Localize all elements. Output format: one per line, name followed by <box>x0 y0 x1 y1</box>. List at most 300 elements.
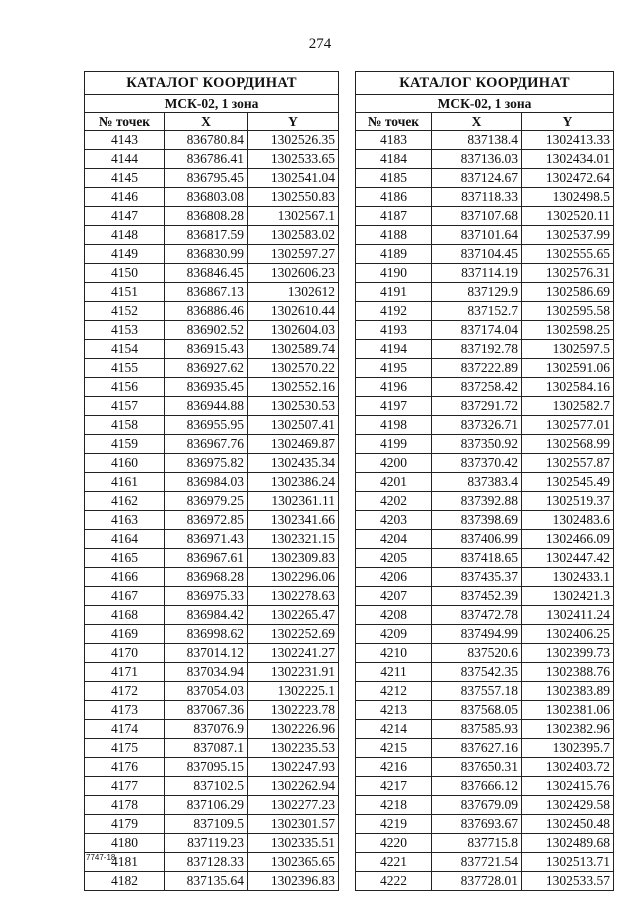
x-coordinate-cell: 837383.4 <box>432 473 522 492</box>
point-number-cell: 4144 <box>85 150 165 169</box>
point-number-cell: 4166 <box>85 568 165 587</box>
x-coordinate-cell: 836972.85 <box>165 511 248 530</box>
table-row <box>85 492 339 511</box>
x-coordinate-cell: 836927.62 <box>165 359 248 378</box>
table-row <box>85 283 339 302</box>
point-number-cell: 4187 <box>356 207 432 226</box>
x-coordinate-cell: 836975.33 <box>165 587 248 606</box>
x-coordinate-cell: 836971.43 <box>165 530 248 549</box>
y-coordinate-cell: 1302584.16 <box>522 378 614 397</box>
y-coordinate-cell: 1302435.34 <box>248 454 339 473</box>
table-row <box>356 150 614 169</box>
table-row <box>356 321 614 340</box>
point-number-cell: 4170 <box>85 644 165 663</box>
y-coordinate-cell: 1302396.83 <box>248 872 339 891</box>
x-coordinate-cell: 837135.64 <box>165 872 248 891</box>
y-coordinate-cell: 1302413.33 <box>522 131 614 150</box>
y-coordinate-cell: 1302555.65 <box>522 245 614 264</box>
x-coordinate-cell: 837067.36 <box>165 701 248 720</box>
table-row <box>85 644 339 663</box>
table-row <box>356 435 614 454</box>
y-coordinate-cell: 1302507.41 <box>248 416 339 435</box>
y-coordinate-cell: 1302567.1 <box>248 207 339 226</box>
table-row <box>85 359 339 378</box>
y-coordinate-cell: 1302526.35 <box>248 131 339 150</box>
y-coordinate-cell: 1302382.96 <box>522 720 614 739</box>
x-coordinate-cell: 837291.72 <box>432 397 522 416</box>
table-row <box>356 663 614 682</box>
point-number-cell: 4157 <box>85 397 165 416</box>
y-coordinate-cell: 1302361.11 <box>248 492 339 511</box>
table-row <box>356 302 614 321</box>
y-coordinate-cell: 1302395.7 <box>522 739 614 758</box>
point-number-cell: 4222 <box>356 872 432 891</box>
point-number-cell: 4191 <box>356 283 432 302</box>
table-row <box>356 511 614 530</box>
point-number-cell: 4216 <box>356 758 432 777</box>
table-row <box>85 777 339 796</box>
coordinate-catalog-right <box>355 71 614 891</box>
y-coordinate-cell: 1302335.51 <box>248 834 339 853</box>
x-coordinate-cell: 836795.45 <box>165 169 248 188</box>
y-coordinate-cell: 1302498.5 <box>522 188 614 207</box>
y-coordinate-cell: 1302321.15 <box>248 530 339 549</box>
x-coordinate-cell: 837542.35 <box>432 663 522 682</box>
table-row <box>85 207 339 226</box>
point-number-cell: 4214 <box>356 720 432 739</box>
y-coordinate-cell: 1302429.58 <box>522 796 614 815</box>
table-row <box>356 720 614 739</box>
y-coordinate-cell: 1302399.73 <box>522 644 614 663</box>
point-number-cell: 4190 <box>356 264 432 283</box>
y-coordinate-cell: 1302421.3 <box>522 587 614 606</box>
x-coordinate-cell: 837106.29 <box>165 796 248 815</box>
table-row <box>356 644 614 663</box>
point-number-cell: 4153 <box>85 321 165 340</box>
x-coordinate-cell: 837392.88 <box>432 492 522 511</box>
x-coordinate-cell: 836967.61 <box>165 549 248 568</box>
point-number-cell: 4161 <box>85 473 165 492</box>
x-coordinate-cell: 837034.94 <box>165 663 248 682</box>
y-coordinate-cell: 1302541.04 <box>248 169 339 188</box>
y-coordinate-cell: 1302606.23 <box>248 264 339 283</box>
table-row <box>85 226 339 245</box>
table-row <box>85 549 339 568</box>
x-coordinate-cell: 837350.92 <box>432 435 522 454</box>
point-number-cell: 4219 <box>356 815 432 834</box>
coordinate-catalog-left <box>84 71 339 891</box>
point-number-cell: 4180 <box>85 834 165 853</box>
table-row <box>85 302 339 321</box>
x-coordinate-cell: 837192.78 <box>432 340 522 359</box>
table-row <box>85 245 339 264</box>
x-coordinate-cell: 837152.7 <box>432 302 522 321</box>
column-header-x: X <box>432 113 522 131</box>
y-coordinate-cell: 1302434.01 <box>522 150 614 169</box>
point-number-cell: 4156 <box>85 378 165 397</box>
table-row <box>356 568 614 587</box>
point-number-cell: 4173 <box>85 701 165 720</box>
x-coordinate-cell: 837721.54 <box>432 853 522 872</box>
point-number-cell: 4181 <box>85 853 165 872</box>
table-row <box>356 283 614 302</box>
table-row <box>356 131 614 150</box>
x-coordinate-cell: 836886.46 <box>165 302 248 321</box>
y-coordinate-cell: 1302406.25 <box>522 625 614 644</box>
y-coordinate-cell: 1302552.16 <box>248 378 339 397</box>
table-row <box>85 169 339 188</box>
y-coordinate-cell: 1302225.1 <box>248 682 339 701</box>
point-number-cell: 4189 <box>356 245 432 264</box>
y-coordinate-cell: 1302403.72 <box>522 758 614 777</box>
y-coordinate-cell: 1302597.27 <box>248 245 339 264</box>
point-number-cell: 4196 <box>356 378 432 397</box>
point-number-cell: 4209 <box>356 625 432 644</box>
x-coordinate-cell: 837138.4 <box>432 131 522 150</box>
point-number-cell: 4147 <box>85 207 165 226</box>
x-coordinate-cell: 837101.64 <box>432 226 522 245</box>
y-coordinate-cell: 1302591.06 <box>522 359 614 378</box>
x-coordinate-cell: 836780.84 <box>165 131 248 150</box>
catalog-subtitle: МСК-02, 1 зона <box>85 95 339 113</box>
y-coordinate-cell: 1302433.1 <box>522 568 614 587</box>
table-row <box>85 853 339 872</box>
point-number-cell: 4151 <box>85 283 165 302</box>
point-number-cell: 4177 <box>85 777 165 796</box>
point-number-cell: 4162 <box>85 492 165 511</box>
table-row <box>356 758 614 777</box>
y-coordinate-cell: 1302365.65 <box>248 853 339 872</box>
table-row <box>356 359 614 378</box>
point-number-cell: 4199 <box>356 435 432 454</box>
table-row <box>85 815 339 834</box>
table-row <box>356 739 614 758</box>
x-coordinate-cell: 837109.5 <box>165 815 248 834</box>
x-coordinate-cell: 837087.1 <box>165 739 248 758</box>
x-coordinate-cell: 836979.25 <box>165 492 248 511</box>
point-number-cell: 4221 <box>356 853 432 872</box>
point-number-cell: 4195 <box>356 359 432 378</box>
point-number-cell: 4208 <box>356 606 432 625</box>
x-coordinate-cell: 837418.65 <box>432 549 522 568</box>
catalog-title: КАТАЛОГ КООРДИНАТ <box>356 72 614 95</box>
point-number-cell: 4206 <box>356 568 432 587</box>
table-row <box>356 853 614 872</box>
x-coordinate-cell: 837107.68 <box>432 207 522 226</box>
point-number-cell: 4192 <box>356 302 432 321</box>
x-coordinate-cell: 836955.95 <box>165 416 248 435</box>
x-coordinate-cell: 837129.9 <box>432 283 522 302</box>
x-coordinate-cell: 837258.42 <box>432 378 522 397</box>
y-coordinate-cell: 1302557.87 <box>522 454 614 473</box>
x-coordinate-cell: 836902.52 <box>165 321 248 340</box>
column-header-y: Y <box>248 113 339 131</box>
y-coordinate-cell: 1302595.58 <box>522 302 614 321</box>
table-row <box>85 131 339 150</box>
x-coordinate-cell: 837054.03 <box>165 682 248 701</box>
y-coordinate-cell: 1302519.37 <box>522 492 614 511</box>
x-coordinate-cell: 837076.9 <box>165 720 248 739</box>
point-number-cell: 4217 <box>356 777 432 796</box>
table-row <box>85 473 339 492</box>
point-number-cell: 4198 <box>356 416 432 435</box>
point-number-cell: 4154 <box>85 340 165 359</box>
y-coordinate-cell: 1302296.06 <box>248 568 339 587</box>
y-coordinate-cell: 1302576.31 <box>522 264 614 283</box>
y-coordinate-cell: 1302247.93 <box>248 758 339 777</box>
table-row <box>85 340 339 359</box>
table-row <box>356 473 614 492</box>
table-row <box>85 625 339 644</box>
table-row <box>85 872 339 891</box>
x-coordinate-cell: 837585.93 <box>432 720 522 739</box>
y-coordinate-cell: 1302226.96 <box>248 720 339 739</box>
column-header-point-number: № точек <box>85 113 165 131</box>
x-coordinate-cell: 837095.15 <box>165 758 248 777</box>
point-number-cell: 4182 <box>85 872 165 891</box>
point-number-cell: 4172 <box>85 682 165 701</box>
y-coordinate-cell: 1302589.74 <box>248 340 339 359</box>
table-row <box>85 188 339 207</box>
x-coordinate-cell: 837693.67 <box>432 815 522 834</box>
column-header-x: X <box>165 113 248 131</box>
x-coordinate-cell: 836935.45 <box>165 378 248 397</box>
y-coordinate-cell: 1302411.24 <box>522 606 614 625</box>
table-row <box>85 587 339 606</box>
table-row <box>356 188 614 207</box>
table-row <box>85 454 339 473</box>
x-coordinate-cell: 836803.08 <box>165 188 248 207</box>
point-number-cell: 4202 <box>356 492 432 511</box>
y-coordinate-cell: 1302577.01 <box>522 416 614 435</box>
x-coordinate-cell: 837679.09 <box>432 796 522 815</box>
table-row <box>85 568 339 587</box>
y-coordinate-cell: 1302610.44 <box>248 302 339 321</box>
table-row <box>85 834 339 853</box>
table-row <box>356 492 614 511</box>
table-row <box>85 397 339 416</box>
y-coordinate-cell: 1302586.69 <box>522 283 614 302</box>
table-row <box>356 777 614 796</box>
y-coordinate-cell: 1302301.57 <box>248 815 339 834</box>
table-row <box>356 587 614 606</box>
x-coordinate-cell: 837520.6 <box>432 644 522 663</box>
point-number-cell: 4176 <box>85 758 165 777</box>
y-coordinate-cell: 1302570.22 <box>248 359 339 378</box>
table-row <box>356 340 614 359</box>
table-row <box>356 701 614 720</box>
x-coordinate-cell: 837222.89 <box>432 359 522 378</box>
y-coordinate-cell: 1302223.78 <box>248 701 339 720</box>
point-number-cell: 4210 <box>356 644 432 663</box>
point-number-cell: 4149 <box>85 245 165 264</box>
table-row <box>356 169 614 188</box>
table-row <box>356 245 614 264</box>
y-coordinate-cell: 1302513.71 <box>522 853 614 872</box>
y-coordinate-cell: 1302545.49 <box>522 473 614 492</box>
x-coordinate-cell: 836817.59 <box>165 226 248 245</box>
table-row <box>356 530 614 549</box>
point-number-cell: 4186 <box>356 188 432 207</box>
x-coordinate-cell: 837472.78 <box>432 606 522 625</box>
y-coordinate-cell: 1302447.42 <box>522 549 614 568</box>
table-row <box>356 207 614 226</box>
y-coordinate-cell: 1302533.57 <box>522 872 614 891</box>
y-coordinate-cell: 1302533.65 <box>248 150 339 169</box>
page-number: 274 <box>308 36 332 52</box>
point-number-cell: 4183 <box>356 131 432 150</box>
point-number-cell: 4197 <box>356 397 432 416</box>
x-coordinate-cell: 837326.71 <box>432 416 522 435</box>
table-row <box>85 378 339 397</box>
x-coordinate-cell: 837494.99 <box>432 625 522 644</box>
table-row <box>356 454 614 473</box>
table-row <box>356 416 614 435</box>
x-coordinate-cell: 836975.82 <box>165 454 248 473</box>
point-number-cell: 4218 <box>356 796 432 815</box>
x-coordinate-cell: 836846.45 <box>165 264 248 283</box>
x-coordinate-cell: 836944.88 <box>165 397 248 416</box>
y-coordinate-cell: 1302568.99 <box>522 435 614 454</box>
point-number-cell: 4175 <box>85 739 165 758</box>
point-number-cell: 4155 <box>85 359 165 378</box>
column-header-y: Y <box>522 113 614 131</box>
y-coordinate-cell: 1302469.87 <box>248 435 339 454</box>
point-number-cell: 4167 <box>85 587 165 606</box>
table-row <box>85 606 339 625</box>
y-coordinate-cell: 1302466.09 <box>522 530 614 549</box>
x-coordinate-cell: 837102.5 <box>165 777 248 796</box>
x-coordinate-cell: 837568.05 <box>432 701 522 720</box>
x-coordinate-cell: 837715.8 <box>432 834 522 853</box>
x-coordinate-cell: 837370.42 <box>432 454 522 473</box>
point-number-cell: 4159 <box>85 435 165 454</box>
point-number-cell: 4148 <box>85 226 165 245</box>
y-coordinate-cell: 1302381.06 <box>522 701 614 720</box>
x-coordinate-cell: 836808.28 <box>165 207 248 226</box>
y-coordinate-cell: 1302388.76 <box>522 663 614 682</box>
point-number-cell: 4168 <box>85 606 165 625</box>
x-coordinate-cell: 837104.45 <box>432 245 522 264</box>
x-coordinate-cell: 836984.03 <box>165 473 248 492</box>
point-number-cell: 4207 <box>356 587 432 606</box>
x-coordinate-cell: 836967.76 <box>165 435 248 454</box>
catalog-body <box>356 131 614 891</box>
point-number-cell: 4174 <box>85 720 165 739</box>
y-coordinate-cell: 1302415.76 <box>522 777 614 796</box>
y-coordinate-cell: 1302265.47 <box>248 606 339 625</box>
table-row <box>85 530 339 549</box>
point-number-cell: 4184 <box>356 150 432 169</box>
table-row <box>356 682 614 701</box>
table-row <box>85 663 339 682</box>
point-number-cell: 4165 <box>85 549 165 568</box>
point-number-cell: 4145 <box>85 169 165 188</box>
y-coordinate-cell: 1302278.63 <box>248 587 339 606</box>
table-row <box>356 549 614 568</box>
table-row <box>356 625 614 644</box>
y-coordinate-cell: 1302598.25 <box>522 321 614 340</box>
x-coordinate-cell: 836830.99 <box>165 245 248 264</box>
x-coordinate-cell: 837124.67 <box>432 169 522 188</box>
y-coordinate-cell: 1302583.02 <box>248 226 339 245</box>
table-row <box>356 872 614 891</box>
point-number-cell: 4220 <box>356 834 432 853</box>
x-coordinate-cell: 837118.33 <box>432 188 522 207</box>
x-coordinate-cell: 836968.28 <box>165 568 248 587</box>
table-row <box>85 435 339 454</box>
point-number-cell: 4178 <box>85 796 165 815</box>
x-coordinate-cell: 837398.69 <box>432 511 522 530</box>
point-number-cell: 4171 <box>85 663 165 682</box>
table-row <box>85 150 339 169</box>
table-row <box>85 416 339 435</box>
point-number-cell: 4160 <box>85 454 165 473</box>
y-coordinate-cell: 1302520.11 <box>522 207 614 226</box>
y-coordinate-cell: 1302489.68 <box>522 834 614 853</box>
table-row <box>85 264 339 283</box>
point-number-cell: 4150 <box>85 264 165 283</box>
table-row <box>356 226 614 245</box>
y-coordinate-cell: 1302550.83 <box>248 188 339 207</box>
y-coordinate-cell: 1302604.03 <box>248 321 339 340</box>
x-coordinate-cell: 837136.03 <box>432 150 522 169</box>
column-header-point-number: № точек <box>356 113 432 131</box>
point-number-cell: 4212 <box>356 682 432 701</box>
x-coordinate-cell: 836867.13 <box>165 283 248 302</box>
catalog-subtitle: МСК-02, 1 зона <box>356 95 614 113</box>
x-coordinate-cell: 837119.23 <box>165 834 248 853</box>
y-coordinate-cell: 1302383.89 <box>522 682 614 701</box>
point-number-cell: 4200 <box>356 454 432 473</box>
table-row <box>85 511 339 530</box>
point-number-cell: 4203 <box>356 511 432 530</box>
table-row <box>356 378 614 397</box>
x-coordinate-cell: 837174.04 <box>432 321 522 340</box>
x-coordinate-cell: 836984.42 <box>165 606 248 625</box>
document-code: 7747-18 <box>86 853 116 862</box>
table-row <box>85 682 339 701</box>
point-number-cell: 4194 <box>356 340 432 359</box>
point-number-cell: 4215 <box>356 739 432 758</box>
x-coordinate-cell: 837128.33 <box>165 853 248 872</box>
table-row <box>85 321 339 340</box>
table-row <box>85 796 339 815</box>
y-coordinate-cell: 1302537.99 <box>522 226 614 245</box>
point-number-cell: 4213 <box>356 701 432 720</box>
x-coordinate-cell: 837666.12 <box>432 777 522 796</box>
y-coordinate-cell: 1302341.66 <box>248 511 339 530</box>
y-coordinate-cell: 1302483.6 <box>522 511 614 530</box>
point-number-cell: 4204 <box>356 530 432 549</box>
point-number-cell: 4164 <box>85 530 165 549</box>
x-coordinate-cell: 837406.99 <box>432 530 522 549</box>
point-number-cell: 4163 <box>85 511 165 530</box>
table-row <box>85 701 339 720</box>
y-coordinate-cell: 1302241.27 <box>248 644 339 663</box>
x-coordinate-cell: 836786.41 <box>165 150 248 169</box>
x-coordinate-cell: 837435.37 <box>432 568 522 587</box>
point-number-cell: 4179 <box>85 815 165 834</box>
table-row <box>356 264 614 283</box>
y-coordinate-cell: 1302252.69 <box>248 625 339 644</box>
table-row <box>85 720 339 739</box>
point-number-cell: 4169 <box>85 625 165 644</box>
table-row <box>356 606 614 625</box>
catalog-body <box>85 131 339 891</box>
y-coordinate-cell: 1302612 <box>248 283 339 302</box>
x-coordinate-cell: 837728.01 <box>432 872 522 891</box>
